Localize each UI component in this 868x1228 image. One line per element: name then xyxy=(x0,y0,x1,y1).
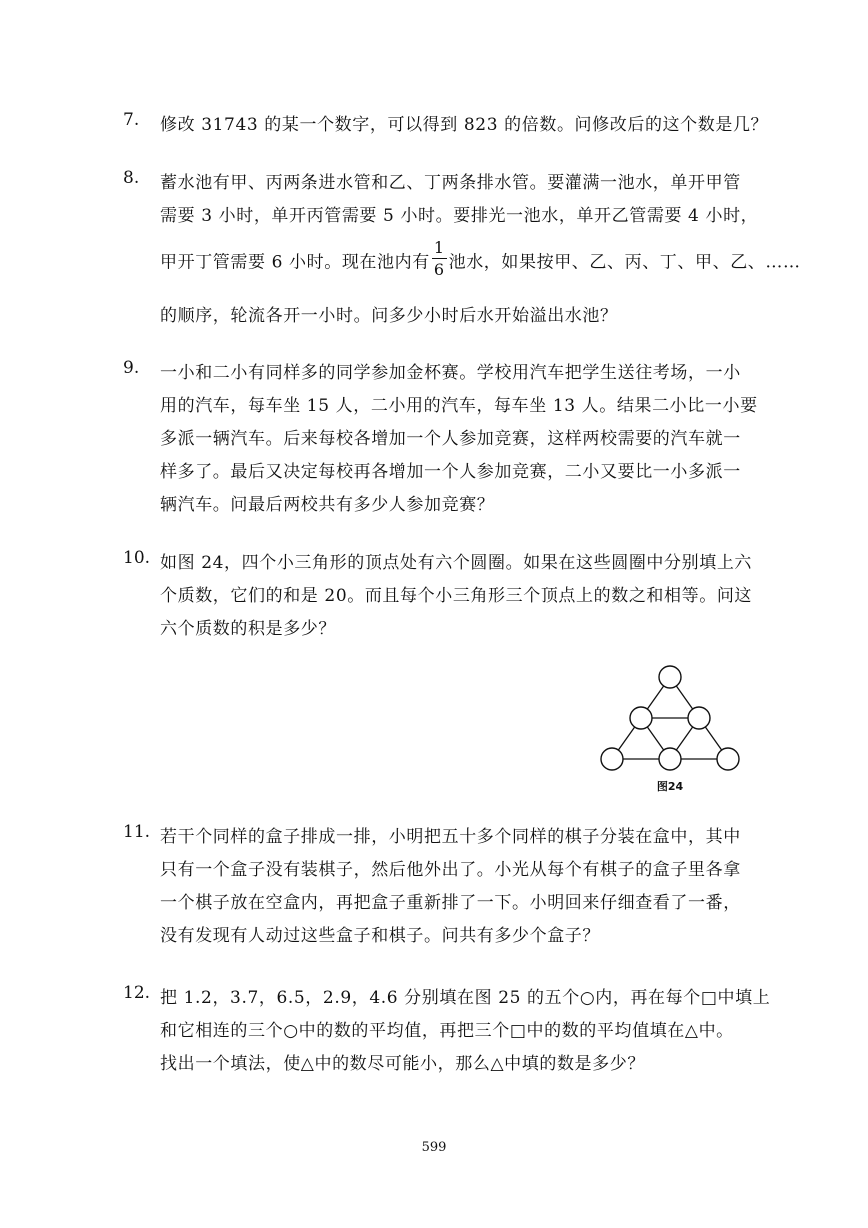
page-number: 599 xyxy=(421,1140,447,1155)
problem-text-line: 多派一辆汽车。后来每校各增加一个人参加竞赛，这样两校需要的汽车就一 xyxy=(160,429,741,449)
problem-text-line: 用的汽车，每车坐 15 人，二小用的汽车，每车坐 13 人。结果二小比一小要 xyxy=(160,396,758,416)
problem-text-line: 如图 24，四个小三角形的顶点处有六个圆圈。如果在这些圆圈中分别填上六 xyxy=(160,553,753,573)
problem-number: 8. xyxy=(123,168,140,188)
problem-number: 10. xyxy=(123,548,151,568)
problem-text-line: 的顺序，轮流各开一小时。问多少小时后水开始溢出水池？ xyxy=(160,306,618,326)
problem-text-line: 需要 3 小时，单开丙管需要 5 小时。要排光一池水，单开乙管需要 4 小时， xyxy=(160,206,759,226)
problem-text-line: 把 1.2，3.7，6.5，2.9，4.6 分别填在图 25 的五个○内，再在每个□中填上 xyxy=(160,988,771,1008)
problem-text-line: 样多了。最后又决定每校再各增加一个人参加竞赛，二小又要比一小多派一 xyxy=(160,462,741,482)
vertex-circle-bottom-right xyxy=(717,748,739,770)
figure-24-caption: 图24 xyxy=(656,780,684,793)
fraction-line-before: 甲开丁管需要 6 小时。现在池内有 xyxy=(160,252,430,273)
figure-24-diagram xyxy=(596,660,746,800)
problem-number: 9. xyxy=(123,358,140,378)
problem-text-line: 和它相连的三个○中的数的平均值，再把三个□中的数的平均值填在△中。 xyxy=(160,1021,734,1041)
fraction-denominator: 6 xyxy=(433,260,445,279)
fraction-numerator: 1 xyxy=(433,238,445,257)
problem-text-line: 找出一个填法，使△中的数尽可能小，那么△中填的数是多少？ xyxy=(160,1054,645,1074)
problem-text-line: 一小和二小有同样多的同学参加金杯赛。学校用汽车把学生送往考场，一小 xyxy=(160,363,741,383)
problem-number: 11. xyxy=(123,822,151,842)
vertex-circle-top xyxy=(659,666,681,688)
problem-text-line: 只有一个盒子没有装棋子，然后他外出了。小光从每个有棋子的盒子里各拿 xyxy=(160,860,741,880)
problem-text-line-with-fraction xyxy=(160,238,801,282)
vertex-circle-mid-left xyxy=(630,707,652,729)
problem-text-line: 没有发现有人动过这些盒子和棋子。问共有多少个盒子？ xyxy=(160,926,600,946)
fraction-one-sixth xyxy=(432,240,447,278)
problem-number: 7. xyxy=(123,110,140,130)
problem-text-line: 一个棋子放在空盒内，再把盒子重新排了一下。小明回来仔细查看了一番， xyxy=(160,893,741,913)
vertex-circle-bottom-left xyxy=(601,748,623,770)
vertex-circle-bottom-mid xyxy=(659,748,681,770)
problem-text-line: 蓄水池有甲、丙两条进水管和乙、丁两条排水管。要灌满一池水，单开甲管 xyxy=(160,173,741,193)
problem-text-line: 六个质数的积是多少？ xyxy=(160,619,336,639)
figure-24 xyxy=(596,660,746,800)
problem-text-line: 辆汽车。问最后两校共有多少人参加竞赛？ xyxy=(160,495,495,515)
problem-text-line: 修改 31743 的某一个数字，可以得到 823 的倍数。问修改后的这个数是几？ xyxy=(160,115,769,135)
problem-text-line: 个质数，它们的和是 20。而且每个小三角形三个顶点上的数之和相等。问这 xyxy=(160,586,753,606)
problem-text-line: 若干个同样的盒子排成一排，小明把五十多个同样的棋子分装在盒中，其中 xyxy=(160,827,741,847)
vertex-circle-mid-right xyxy=(688,707,710,729)
problem-number: 12. xyxy=(123,983,151,1003)
fraction-line-after: 池水，如果按甲、乙、丙、丁、甲、乙、…… xyxy=(448,252,801,273)
